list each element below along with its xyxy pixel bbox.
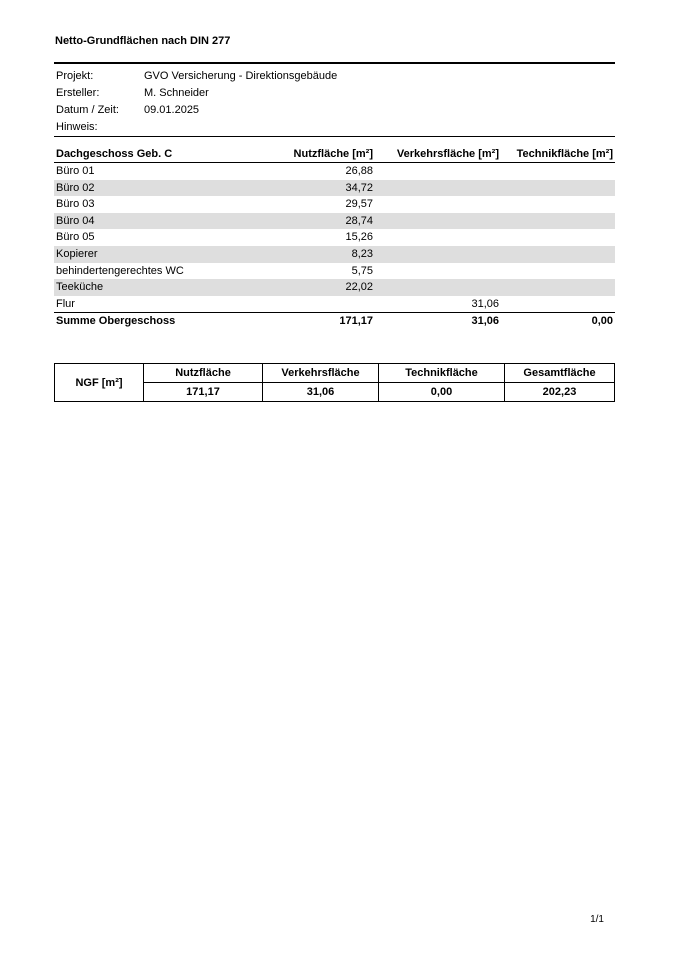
room-name: Kopierer [56,247,98,260]
ngf-header-row [55,364,615,383]
header-verkehrsflaeche: Verkehrsfläche [m²] [396,148,499,160]
room-name: behindertengerechtes WC [56,264,184,277]
table-body [54,163,615,312]
room-name: Büro 05 [56,231,95,244]
ngf-summary-table [54,363,615,402]
table-row [54,229,615,246]
header-room: Dachgeschoss Geb. C [56,148,173,160]
table-row [54,196,615,213]
ngf-value-technikflaeche: 0,00 [379,383,505,402]
table-row [54,246,615,263]
ngf-header-nutzflaeche: Nutzfläche [144,364,263,383]
nutzflaeche-value: 34,72 [345,181,373,194]
meta-row [56,102,337,119]
ngf-header-gesamtflaeche: Gesamtfläche [505,364,615,383]
ngf-label: NGF [m²] [55,364,144,402]
meta-value: M. Schneider [144,87,209,99]
table-row [54,279,615,296]
sum-nutzflaeche: 171,17 [339,315,373,328]
nutzflaeche-value: 28,74 [345,214,373,227]
page-title: Netto-Grundflächen nach DIN 277 [55,35,231,47]
ngf-value-gesamtflaeche: 202,23 [505,383,615,402]
meta-row [56,68,337,85]
nutzflaeche-value: 5,75 [351,264,373,277]
meta-label: Datum / Zeit: [56,104,119,116]
divider [54,62,615,64]
verkehrsflaeche-value: 31,06 [471,297,499,310]
sum-label: Summe Obergeschoss [56,315,176,328]
ngf-header-verkehrsflaeche: Verkehrsfläche [263,364,379,383]
room-name: Büro 04 [56,214,95,227]
room-name: Teeküche [56,281,104,294]
room-name: Büro 03 [56,198,95,211]
ngf-value-nutzflaeche: 171,17 [144,383,263,402]
project-info [56,68,337,136]
table-row [54,296,615,313]
table-row [54,263,615,280]
table-header [54,146,615,163]
nutzflaeche-value: 22,02 [345,281,373,294]
nutzflaeche-value: 15,26 [345,231,373,244]
meta-label: Projekt: [56,70,94,82]
ngf-header-technikflaeche: Technikfläche [379,364,505,383]
page-number: 1/1 [590,914,604,925]
area-table [54,146,615,330]
divider [54,136,615,137]
meta-value: GVO Versicherung - Direktionsgebäude [144,70,338,82]
room-name: Flur [56,297,75,310]
meta-label: Ersteller: [56,87,100,99]
sum-verkehrsflaeche: 31,06 [471,315,499,328]
nutzflaeche-value: 8,23 [351,247,373,260]
meta-value: 09.01.2025 [144,104,200,116]
table-row [54,163,615,180]
room-name: Büro 01 [56,165,95,177]
table-row [54,180,615,197]
table-sum-row [54,312,615,330]
nutzflaeche-value: 29,57 [345,198,373,211]
table-row [54,213,615,230]
room-name: Büro 02 [56,181,95,194]
header-nutzflaeche: Nutzfläche [m²] [293,148,373,160]
ngf-value-verkehrsflaeche: 31,06 [263,383,379,402]
meta-row [56,119,337,136]
sum-technikflaeche: 0,00 [591,315,613,328]
header-technikflaeche: Technikfläche [m²] [516,148,613,160]
meta-label: Hinweis: [56,121,98,133]
nutzflaeche-value: 26,88 [345,165,373,177]
meta-row [56,85,337,102]
